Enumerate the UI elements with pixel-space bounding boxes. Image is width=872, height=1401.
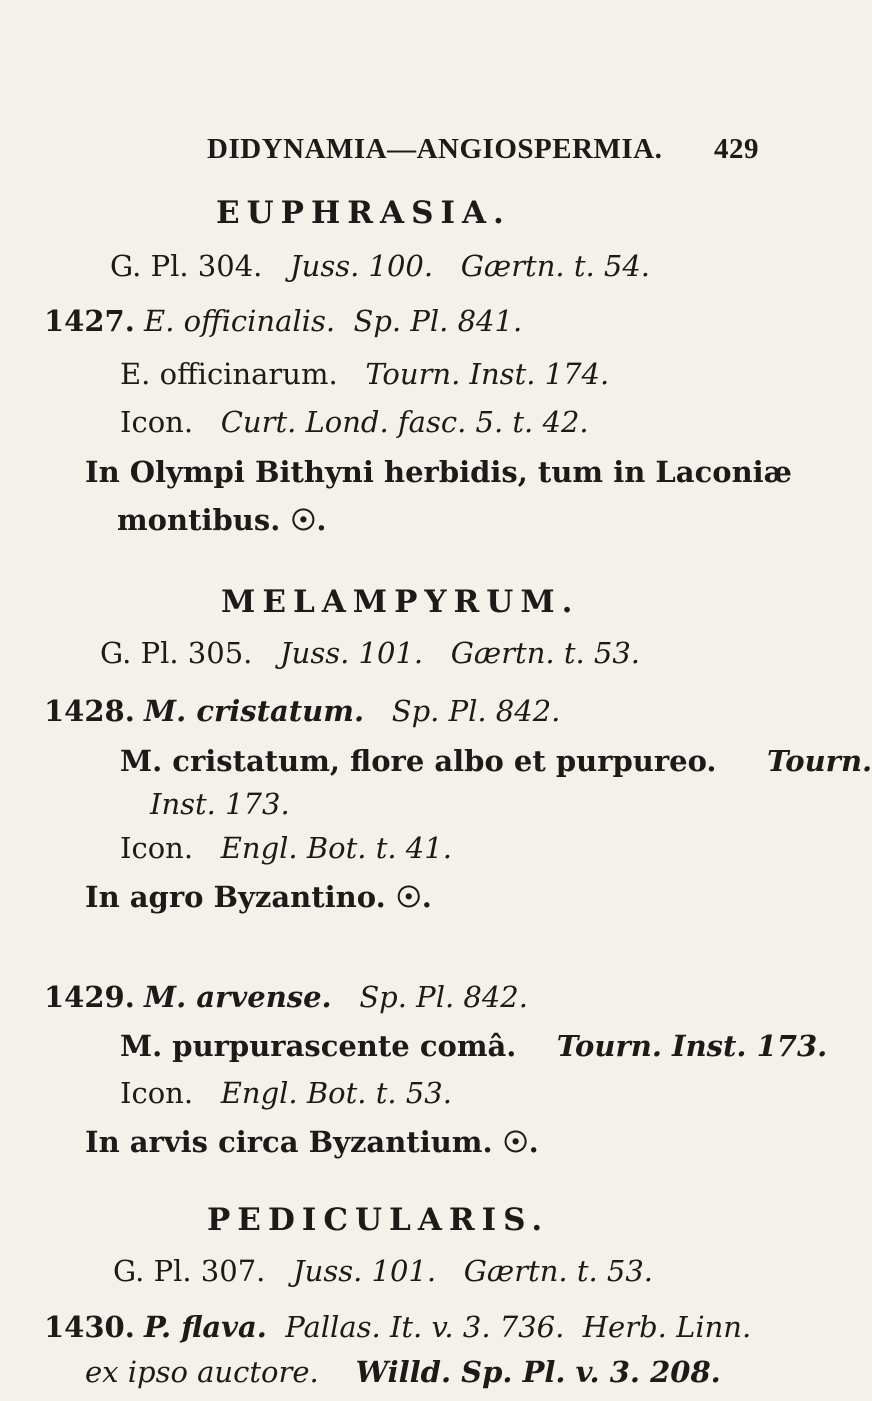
species-name: M. cristatum. [144,694,365,728]
species-number: 1429. [44,980,135,1014]
genus-heading: MELAMPYRUM. [221,584,580,620]
running-header [207,132,662,167]
genus-heading: EUPHRASIA. [216,195,511,231]
header-title: DIDYNAMIA—ANGIOSPERMIA. [207,133,663,165]
species-entry [44,1310,751,1345]
habitat-line: montibus. ☉. [117,503,327,537]
species-entry [44,304,522,339]
species-entry [44,980,528,1015]
genus-references: G. Pl. 305. Juss. 101. Gærtn. t. 53. [100,636,641,670]
synonym-line: M. cristatum, flore albo et purpureo. Tourn. [120,744,872,778]
genus-heading: PEDICULARIS. [207,1202,550,1238]
species-number: 1428. [44,694,135,728]
icon-reference-line: Icon. Curt. Lond. fasc. 5. t. 42. [120,405,589,439]
species-entry [44,694,560,729]
icon-reference-line: Icon. Engl. Bot. t. 53. [120,1076,452,1110]
species-number: 1427. [44,304,135,338]
icon-reference-line: Icon. Engl. Bot. t. 41. [120,831,452,865]
species-number: 1430. [44,1310,135,1344]
genus-references: G. Pl. 307. Juss. 101. Gærtn. t. 53. [113,1254,654,1288]
synonym-line-continued: Inst. 173. [150,787,290,821]
synonym-line: E. officinarum. Tourn. Inst. 174. [120,357,610,391]
species-name: P. flava. [144,1310,267,1344]
species-name: M. arvense. [144,980,332,1014]
species-reference: Sp. Pl. 842. [359,980,528,1014]
habitat-line: In Olympi Bithyni herbidis, tum in Laconiæ [85,455,792,489]
page-number: 429 [714,133,759,165]
herbarium-reference: Herb. Linn. [582,1310,752,1344]
synonym-line: M. purpurascente comâ. Tourn. Inst. 173. [120,1029,828,1063]
species-name: E. officinalis. [144,304,336,338]
reference-line: ex ipso auctore. Willd. Sp. Pl. v. 3. 208. [85,1355,721,1389]
habitat-line: In agro Byzantino. ☉. [85,880,432,914]
habitat-line: In arvis circa Byzantium. ☉. [85,1125,539,1159]
species-reference: Sp. Pl. 842. [391,694,561,728]
species-reference: Sp. Pl. 841. [353,304,523,338]
genus-references: G. Pl. 304. Juss. 100. Gærtn. t. 54. [110,249,651,283]
species-reference: Pallas. It. v. 3. 736. [285,1310,565,1344]
